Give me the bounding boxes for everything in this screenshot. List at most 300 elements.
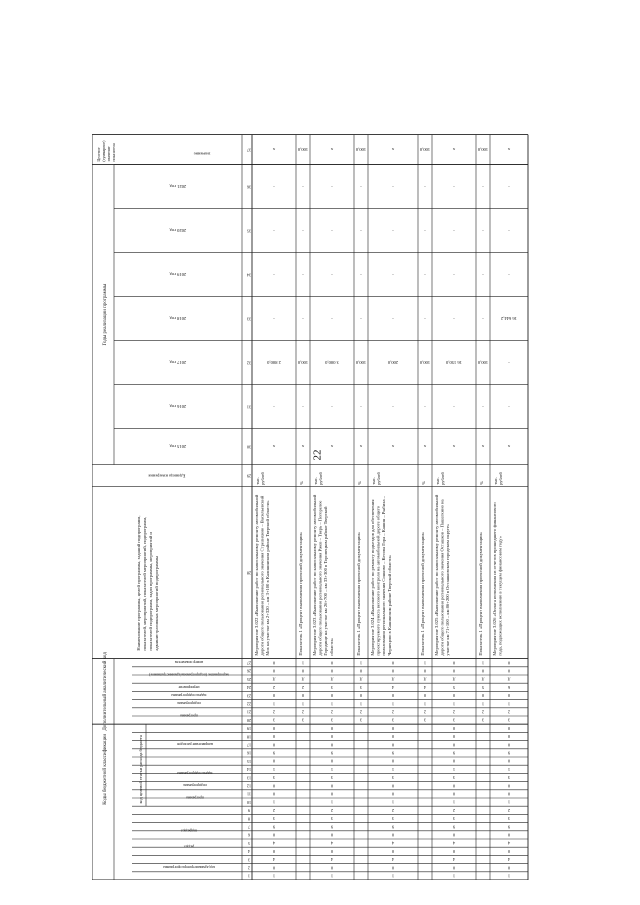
code-cell: 4 — [507, 840, 511, 846]
budget-table — [92, 50, 564, 880]
code-cell: 9 — [507, 824, 511, 830]
code-cell: 1 — [507, 701, 511, 707]
code-cell: 1 — [452, 873, 456, 879]
target-value: 100,0 — [297, 147, 309, 153]
year-value-5: - — [331, 228, 333, 234]
year-value-2: 16 150,0 — [445, 360, 463, 366]
year-header-2: 2017 год — [169, 360, 187, 366]
code-cell: 9 — [330, 750, 334, 756]
code-cell: Л — [481, 676, 485, 682]
code-cell: 1 — [359, 701, 363, 707]
unit-cell: % — [479, 481, 484, 485]
code-cell: 1 — [423, 660, 427, 666]
code-cell: 1 — [507, 766, 511, 772]
year-value-0: х — [330, 444, 334, 450]
kcsr-group-header: код целевой статьи расхода бюджета — [138, 735, 143, 804]
year-value-1: - — [453, 404, 455, 410]
code-cell: Л — [301, 676, 305, 682]
code-cell: 2 — [391, 709, 395, 715]
code-cell: 3 — [391, 816, 395, 822]
unit-cell: тыс.рублей — [435, 472, 445, 485]
code-cell: 0 — [507, 742, 511, 748]
code-cell: 0 — [452, 865, 456, 871]
col-number-18: 18 — [246, 734, 252, 740]
razdel-header: раздел — [183, 844, 195, 849]
admin-header: код администратора программы — [163, 865, 215, 870]
page-number: 22 — [311, 449, 324, 461]
year-value-6: - — [453, 184, 455, 190]
year-value-3: - — [302, 316, 304, 322]
unit-cell: тыс.рублей — [255, 472, 265, 485]
code-cell: 3 — [391, 717, 395, 723]
code-cell: 0 — [507, 791, 511, 797]
code-cell: 0 — [507, 668, 511, 674]
code-cell: 0 — [272, 734, 276, 740]
code-cell: 0 — [330, 865, 334, 871]
year-value-2: 100,0 — [419, 360, 431, 366]
col-number-27: 27 — [246, 660, 252, 666]
indicator-name: Показатель 1 «Процент выполнения проектной документации» — [356, 531, 361, 656]
code-cell: Л — [452, 676, 456, 682]
kbk-group-header: Коды бюджетной классификации — [103, 733, 108, 805]
col-number-6: 6 — [247, 832, 251, 838]
year-value-4: - — [331, 272, 333, 278]
code-cell: 9 — [507, 750, 511, 756]
year-value-0: х — [481, 444, 485, 450]
year-value-5: - — [424, 228, 426, 234]
col-number-31: 31 — [246, 404, 252, 410]
napravlenie-header: направление расходов — [177, 742, 213, 747]
code-cell: 0 — [423, 693, 427, 699]
year-value-5: - — [508, 228, 510, 234]
year-value-2: 2 800,0 — [267, 360, 281, 366]
col-number-1: 1 — [247, 873, 251, 879]
year-value-2: - — [508, 360, 510, 366]
code-cell: 0 — [452, 660, 456, 666]
code-cell: 0 — [272, 791, 276, 797]
col-number-35: 35 — [246, 228, 252, 234]
code-cell: 0 — [330, 693, 334, 699]
code-cell: 2 — [330, 709, 334, 715]
col-number-15: 15 — [246, 758, 252, 764]
event-name: Мероприятие 3.022 «Выполнение работ по капитальному ремонту автомобильнойдороги общего пользования регионального значения Стрелихино – ВасильевскийМох на участке км 2+320 – км 3+100 в Калининском районе Тверской области» — [254, 494, 271, 656]
target-value: х — [507, 147, 511, 153]
target-value: х — [452, 147, 456, 153]
code-cell: 1 — [301, 660, 305, 666]
code-cell: 9 — [452, 824, 456, 830]
code-cell: 3 — [391, 775, 395, 781]
code-cell: 1 — [330, 799, 334, 805]
code-cell: 2 — [391, 807, 395, 813]
year-value-2: 200,0 — [387, 360, 399, 366]
code-cell: 9 — [452, 750, 456, 756]
col-number-5: 5 — [247, 840, 251, 846]
code-cell: 0 — [391, 758, 395, 764]
code-cell: 3 — [330, 816, 334, 822]
code-cell: 0 — [330, 848, 334, 854]
code-cell: 2 — [507, 807, 511, 813]
code-cell: 3 — [272, 816, 276, 822]
code-cell: 2 — [301, 709, 305, 715]
col-number-7: 7 — [247, 824, 251, 830]
code-cell: 3 — [507, 816, 511, 822]
target-group-header: Целевое(суммарное)значениепоказателя — [96, 140, 116, 162]
col-number-37: 37 — [246, 147, 252, 153]
code-cell: 0 — [359, 693, 363, 699]
code-cell: 0 — [391, 668, 395, 674]
event-name: Мероприятие 3.025 «Выполнение работ по капитальному ремонту автомобильнойдороги общего пользования регионального значения Осташков – Пашаткино научастке км 71+100 – км 86+200 в Осташковском городском округе» — [434, 494, 451, 656]
zadacha-header: задача подпрограммы — [177, 770, 213, 775]
code-cell: 0 — [452, 758, 456, 764]
code-cell: 0 — [272, 693, 276, 699]
unit-header: Единица измерения — [148, 473, 186, 479]
meropriyatie-type-header: мероприятие (подпрограммы/административное) — [149, 672, 229, 677]
col-number-8: 8 — [247, 816, 251, 822]
col-number-13: 13 — [246, 775, 252, 781]
code-cell: 0 — [481, 693, 485, 699]
indicator-name: Показатель 1 «Процент выполнения проектной документации» — [478, 531, 483, 656]
col-number-9: 9 — [247, 808, 251, 814]
code-cell: Л — [359, 676, 363, 682]
code-cell: 4 — [272, 857, 276, 863]
code-cell: 1 — [452, 799, 456, 805]
code-cell: 9 — [272, 824, 276, 830]
year-value-4: - — [392, 272, 394, 278]
col-number-3: 3 — [247, 857, 251, 863]
year-value-1: - — [331, 404, 333, 410]
col-number-28: 28 — [246, 570, 252, 576]
code-cell: 0 — [391, 848, 395, 854]
col-number-26: 26 — [246, 668, 252, 674]
year-value-1: - — [424, 404, 426, 410]
col-number-21: 21 — [246, 709, 252, 715]
code-cell: 4 — [330, 840, 334, 846]
col-number-20: 20 — [246, 717, 252, 723]
nomer-header: номер показателя — [174, 660, 204, 665]
code-cell: 1 — [272, 766, 276, 772]
code-cell: 1 — [330, 701, 334, 707]
code-cell: 3 — [272, 775, 276, 781]
year-header-4: 2019 год — [169, 272, 187, 278]
year-value-4: - — [482, 272, 484, 278]
years-group-header: Годы реализации программы — [103, 283, 108, 346]
target-value: 100,0 — [355, 147, 367, 153]
code-cell: 1 — [481, 701, 485, 707]
code-cell: 1 — [391, 873, 395, 879]
year-value-2: 100,0 — [477, 360, 489, 366]
code-cell: Л — [272, 676, 276, 682]
table-grid — [92, 135, 528, 880]
event-name: Мероприятие 3.023 «Выполнение работ по капитальному ремонту автомобильнойдороги общего пользования регионального значения Ржев – Тверь – ПогорелоеГородище на участке км 26+700 – км 33+300 в Торопецком районе Тверскойобласти» — [312, 494, 334, 656]
code-cell: 9 — [391, 750, 395, 756]
code-cell: 4 — [507, 857, 511, 863]
year-value-3: - — [331, 316, 333, 322]
programma-header: программа — [186, 795, 204, 800]
code-cell: 0 — [452, 725, 456, 731]
col-number-12: 12 — [246, 783, 252, 789]
code-cell: 4 — [452, 840, 456, 846]
code-cell: 0 — [507, 832, 511, 838]
code-cell: 0 — [391, 660, 395, 666]
code-cell: 0 — [391, 832, 395, 838]
dop-group-header: Дополнительный аналитический код — [103, 652, 108, 731]
code-cell: 0 — [272, 848, 276, 854]
code-cell: 0 — [330, 742, 334, 748]
code-cell: 0 — [359, 668, 363, 674]
year-value-3: 16 644,2 — [500, 316, 518, 322]
year-value-4: - — [273, 272, 275, 278]
year-value-1: - — [482, 404, 484, 410]
year-value-5: - — [273, 228, 275, 234]
code-cell: 0 — [330, 783, 334, 789]
code-cell: 1 — [423, 701, 427, 707]
code-cell: 0 — [481, 668, 485, 674]
year-value-6: - — [424, 184, 426, 190]
meropriyatie-header: мероприятие — [178, 684, 200, 689]
year-value-3: - — [482, 316, 484, 322]
year-value-0: х — [359, 444, 363, 450]
code-cell: 3 — [330, 717, 334, 723]
code-cell: 4 — [391, 684, 395, 690]
unit-cell: тыс.рублей — [313, 472, 323, 485]
code-cell: 0 — [452, 693, 456, 699]
code-cell: 2 — [359, 709, 363, 715]
code-cell: 0 — [507, 734, 511, 740]
target-value: 100,0 — [477, 147, 489, 153]
code-cell: 2 — [423, 709, 427, 715]
year-value-2: 100,0 — [355, 360, 367, 366]
code-cell: 3 — [507, 717, 511, 723]
code-cell: 4 — [330, 857, 334, 863]
code-cell: 0 — [452, 783, 456, 789]
code-cell: 1 — [301, 701, 305, 707]
code-cell: 1 — [391, 799, 395, 805]
code-cell: 2 — [272, 709, 276, 715]
col-number-29: 29 — [246, 473, 252, 479]
code-cell: 0 — [391, 725, 395, 731]
code-cell: 1 — [330, 766, 334, 772]
code-cell: 9 — [391, 824, 395, 830]
code-cell: 0 — [507, 848, 511, 854]
code-cell: 1 — [507, 799, 511, 805]
code-cell: Л — [330, 676, 334, 682]
col-number-16: 16 — [246, 750, 252, 756]
code-cell: 3 — [359, 684, 363, 690]
year-value-5: - — [392, 228, 394, 234]
year-value-4: - — [453, 272, 455, 278]
code-cell: 1 — [359, 660, 363, 666]
col-number-24: 24 — [246, 685, 252, 691]
col-number-30: 30 — [246, 444, 252, 450]
year-value-4: - — [424, 272, 426, 278]
unit-cell: % — [421, 481, 426, 485]
code-cell: 0 — [391, 791, 395, 797]
col-number-11: 11 — [246, 791, 252, 797]
code-cell: 0 — [391, 742, 395, 748]
code-cell: 3 — [481, 717, 485, 723]
year-value-5: - — [360, 228, 362, 234]
year-value-1: - — [392, 404, 394, 410]
year-value-0: х — [507, 444, 511, 450]
year-header-5: 2020 год — [169, 228, 187, 234]
code-cell: 3 — [452, 717, 456, 723]
year-header-0: 2015 год — [169, 444, 187, 450]
year-value-2: 100,0 — [297, 360, 309, 366]
code-cell: 0 — [507, 865, 511, 871]
code-cell: 0 — [423, 668, 427, 674]
year-value-3: - — [392, 316, 394, 322]
code-cell: 0 — [452, 668, 456, 674]
year-value-5: - — [453, 228, 455, 234]
unit-cell: % — [299, 481, 304, 485]
year-header-1: 2016 год — [169, 404, 187, 410]
code-cell: 0 — [507, 758, 511, 764]
code-cell: 0 — [272, 742, 276, 748]
code-cell: 1 — [452, 766, 456, 772]
code-cell: 2 — [272, 684, 276, 690]
col-number-4: 4 — [247, 849, 251, 855]
code-cell: 0 — [391, 693, 395, 699]
code-cell: 0 — [391, 865, 395, 871]
code-cell: Л — [391, 676, 395, 682]
podprogramma-header: подпрограмма — [183, 783, 207, 788]
code-cell: 5 — [481, 684, 485, 690]
code-cell: 0 — [330, 832, 334, 838]
col-number-19: 19 — [246, 726, 252, 732]
col-number-17: 17 — [246, 742, 252, 748]
code-cell: 4 — [391, 840, 395, 846]
code-cell: 0 — [452, 742, 456, 748]
col-number-32: 32 — [246, 360, 252, 366]
year-value-6: - — [360, 184, 362, 190]
code-cell: 0 — [272, 865, 276, 871]
code-cell: 0 — [330, 725, 334, 731]
unit-cell: % — [357, 481, 362, 485]
code-cell: 9 — [272, 750, 276, 756]
code-cell: 1 — [272, 701, 276, 707]
code-cell: Л — [423, 676, 427, 682]
year-value-3: - — [360, 316, 362, 322]
year-value-6: - — [508, 184, 510, 190]
code-cell: 0 — [507, 693, 511, 699]
indicator-name: Показатель 1 «Процент выполнения проектной документации» — [420, 531, 425, 656]
code-cell: 0 — [272, 758, 276, 764]
code-cell: 0 — [272, 783, 276, 789]
dop-podprogramma-header: подпрограмма — [177, 701, 201, 706]
code-cell: 1 — [272, 799, 276, 805]
code-cell: 0 — [272, 668, 276, 674]
code-cell: 0 — [301, 668, 305, 674]
code-cell: 2 — [481, 709, 485, 715]
code-cell: 4 — [423, 684, 427, 690]
code-cell: 0 — [330, 734, 334, 740]
year-value-4: - — [360, 272, 362, 278]
year-value-5: - — [482, 228, 484, 234]
unit-cell: тыс.рублей — [493, 472, 503, 485]
code-cell: 2 — [452, 807, 456, 813]
year-value-1: - — [302, 404, 304, 410]
year-value-0: х — [391, 444, 395, 450]
year-value-5: - — [302, 228, 304, 234]
col-number-25: 25 — [246, 676, 252, 682]
year-value-4: - — [508, 272, 510, 278]
col-number-33: 33 — [246, 316, 252, 322]
code-cell: 1 — [507, 873, 511, 879]
code-cell: 3 — [507, 775, 511, 781]
code-cell: Л — [507, 676, 511, 682]
code-cell: 0 — [507, 783, 511, 789]
col-number-36: 36 — [246, 184, 252, 190]
year-value-0: х — [272, 444, 276, 450]
event-name: Мероприятие 3.026 «Оплата исполнения из отчетов прошедшего финансовогогода, подлежащих исполнению в текущем финансовом году» — [492, 502, 503, 656]
year-value-6: - — [331, 184, 333, 190]
code-cell: 1 — [391, 766, 395, 772]
indicator-name: Показатель 1 «Процент выполнения проектной документации» — [298, 531, 303, 656]
budget-table-svg — [92, 50, 564, 880]
code-cell: 0 — [452, 848, 456, 854]
year-value-3: - — [424, 316, 426, 322]
code-cell: 3 — [423, 717, 427, 723]
code-cell: 3 — [330, 775, 334, 781]
year-value-2: 3 000,0 — [325, 360, 339, 366]
unit-cell: тыс.рублей — [371, 472, 381, 485]
code-cell: 0 — [507, 725, 511, 731]
col-number-14: 14 — [246, 767, 252, 773]
year-value-0: х — [452, 444, 456, 450]
year-header-3: 2018 год — [169, 316, 187, 322]
col-number-23: 23 — [246, 693, 252, 699]
code-cell: 2 — [507, 709, 511, 715]
year-value-0: х — [423, 444, 427, 450]
code-cell: 1 — [481, 660, 485, 666]
code-cell: 0 — [301, 693, 305, 699]
year-value-1: - — [508, 404, 510, 410]
code-cell: 2 — [330, 807, 334, 813]
podrazdel-header: подраздел — [180, 828, 198, 833]
code-cell: 0 — [330, 668, 334, 674]
code-cell: 3 — [272, 717, 276, 723]
code-cell: 9 — [330, 824, 334, 830]
col-number-34: 34 — [246, 272, 252, 278]
code-cell: 5 — [452, 684, 456, 690]
dop-zadacha-header: задача подпрограммы — [171, 693, 207, 697]
code-cell: 1 — [452, 701, 456, 707]
code-cell: 0 — [272, 660, 276, 666]
code-cell: 0 — [452, 734, 456, 740]
col-number-10: 10 — [246, 799, 252, 805]
code-cell: 0 — [272, 832, 276, 838]
year-value-1: - — [273, 404, 275, 410]
code-cell: 3 — [359, 717, 363, 723]
year-value-4: - — [302, 272, 304, 278]
code-cell: 4 — [272, 840, 276, 846]
year-value-3: - — [273, 316, 275, 322]
col-number-2: 2 — [247, 865, 251, 871]
code-cell: 3 — [452, 816, 456, 822]
target-value: х — [330, 147, 334, 153]
code-cell: 0 — [452, 791, 456, 797]
year-value-6: - — [273, 184, 275, 190]
code-cell: 0 — [452, 832, 456, 838]
code-cell: 2 — [272, 807, 276, 813]
code-cell: 0 — [330, 660, 334, 666]
year-value-1: - — [360, 404, 362, 410]
name-header: Наименование программы, целей программы, заданий подпрограмм,показателей, мероприятий, показателей мероприятий, подпрограмм,показателей подпрограмм, задач программы, мероприятий иадминистративных мероприятий подпрограммы — [136, 515, 159, 651]
code-cell: 3 — [452, 775, 456, 781]
year-value-6: - — [392, 184, 394, 190]
code-cell: 6 — [507, 684, 511, 690]
code-cell: 2 — [452, 709, 456, 715]
